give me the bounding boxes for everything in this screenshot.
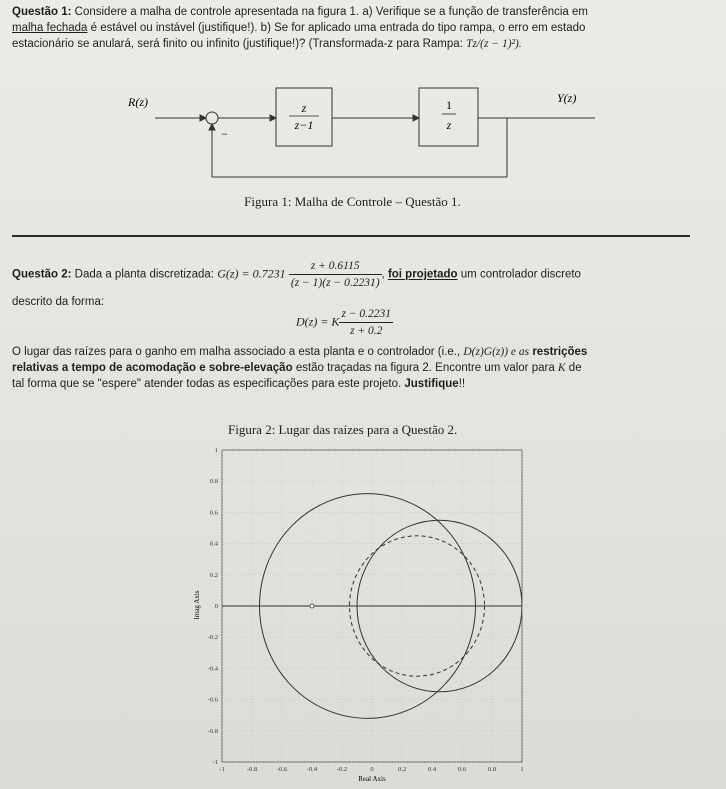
justify-text: Justifique <box>404 378 459 390</box>
x-tick-label: 0.4 <box>427 766 437 773</box>
x-tick-label: -1 <box>219 766 225 773</box>
input-arrow <box>200 115 206 121</box>
section-divider <box>12 235 690 237</box>
exclamation-text: !! <box>458 378 466 390</box>
x-tick-label: -0.6 <box>276 766 288 773</box>
figure-1-caption: Figura 1: Malha de Controle – Questão 1. <box>244 194 461 209</box>
question-2-intro: Dada a planta discretizada: <box>74 268 215 281</box>
x-tick-label: 1 <box>520 766 524 773</box>
arrowhead-2 <box>413 115 419 121</box>
gz-comma: , <box>381 268 385 281</box>
question-1-line2: é estável ou instável (justifique!). b) Se for aplicado uma entrada do tipo rampa, o erro em estado <box>90 22 586 34</box>
closed-loop-text: malha fechada <box>12 22 88 34</box>
y-tick-label: 0.2 <box>209 571 218 579</box>
locus-circle <box>260 494 476 719</box>
figure-2-caption: Figura 2: Lugar das raízes para a Questão 2. <box>228 422 458 437</box>
question-1-line3: estacionário se anulará, será finito ou infinito (justifique!)? (Transformada-z para Rampa: <box>12 38 463 50</box>
x-tick-label: -0.4 <box>306 766 318 773</box>
arrowhead-3 <box>209 124 215 130</box>
question-2-after: um controlador discreto <box>460 268 581 281</box>
y-tick-label: -0.8 <box>207 727 218 735</box>
paragraph-line2: estão traçadas na figura 2. Encontre um valor para <box>295 362 555 374</box>
dz-numerator: z − 0.2231 <box>339 306 393 323</box>
dz-lhs: D(z) = K <box>296 314 340 329</box>
dz-denominator: z + 0.2 <box>350 325 383 337</box>
dzgz-text: D(z)G(z)) e as <box>463 346 530 358</box>
paragraph-line2-end: de <box>568 362 582 374</box>
block2-numerator: 1 <box>446 98 452 112</box>
question-2-paragraph <box>12 344 722 392</box>
x-tick-label: 0.6 <box>457 766 467 773</box>
k-symbol: K <box>557 362 566 374</box>
x-tick-label: -0.2 <box>336 766 348 773</box>
arrowhead-1 <box>270 115 276 121</box>
open-loop-marker <box>310 604 314 608</box>
question-2-label: Questão 2: <box>12 268 72 281</box>
gz-lhs: G(z) = 0.7231 <box>217 266 286 281</box>
x-tick-label: 0.2 <box>397 766 407 773</box>
block1-denominator: z−1 <box>294 118 314 132</box>
designed-text: foi projetado <box>387 268 458 281</box>
question-1 <box>12 4 717 52</box>
y-axis-label: Imag Axis <box>193 590 201 620</box>
plot-grid <box>222 450 522 762</box>
gz-numerator: z + 0.6115 <box>289 258 382 275</box>
y-tick-label: 0.4 <box>209 540 218 548</box>
question-2-line1 <box>12 258 581 291</box>
x-axis-label: Real Axis <box>358 775 386 783</box>
block1-numerator: z <box>301 101 307 115</box>
locus-circle <box>357 520 522 692</box>
question-1-label: Questão 1: <box>12 6 72 18</box>
output-label: Y(z) <box>557 91 577 105</box>
constraint-dashed-circle <box>350 536 485 676</box>
gz-fraction <box>289 258 382 291</box>
gz-denominator: (z − 1)(z − 0.2231) <box>290 277 380 289</box>
y-tick-label: 0 <box>214 603 218 610</box>
y-tick-label: 1 <box>214 447 218 454</box>
y-tick-label: -0.6 <box>207 696 218 704</box>
plot-curves <box>222 494 522 719</box>
question-2-line2: descrito da forma: <box>12 296 105 308</box>
ramp-transform: Tz/(z − 1)²). <box>466 38 522 50</box>
y-tick-label: 0.8 <box>209 478 218 486</box>
y-tick-label: -1 <box>212 759 218 766</box>
y-tick-label: -0.2 <box>207 634 218 642</box>
y-tick-label: 0.6 <box>209 509 218 517</box>
y-tick-label: -0.4 <box>207 665 218 673</box>
plot-frame <box>222 450 522 762</box>
paragraph-line1: O lugar das raízes para o ganho em malha associado a esta planta e o controlador (i.e., <box>12 346 461 358</box>
input-label: R(z) <box>128 95 148 109</box>
block2-denominator: z <box>446 118 452 132</box>
dz-equation <box>296 306 393 339</box>
figure-1-block-diagram <box>0 82 726 212</box>
x-tick-label: -0.8 <box>246 766 258 773</box>
restrictions-text: restrições <box>532 346 588 358</box>
dz-fraction <box>339 306 393 339</box>
plot-ticks <box>208 447 524 773</box>
block-2 <box>419 88 478 146</box>
minus-sign: − <box>221 127 228 141</box>
settling-overshoot-text: relativas a tempo de acomodação e sobre-elevação <box>12 362 293 374</box>
x-tick-label: 0 <box>370 766 374 773</box>
block-1 <box>276 88 332 146</box>
question-1-line1: Considere a malha de controle apresentada na figura 1. a) Verifique se a função de transferência em <box>74 6 588 18</box>
paragraph-line3: tal forma que se "espere" atender todas as especificações para este projeto. <box>12 378 402 390</box>
summing-junction <box>206 112 218 124</box>
x-tick-label: 0.8 <box>487 766 497 773</box>
